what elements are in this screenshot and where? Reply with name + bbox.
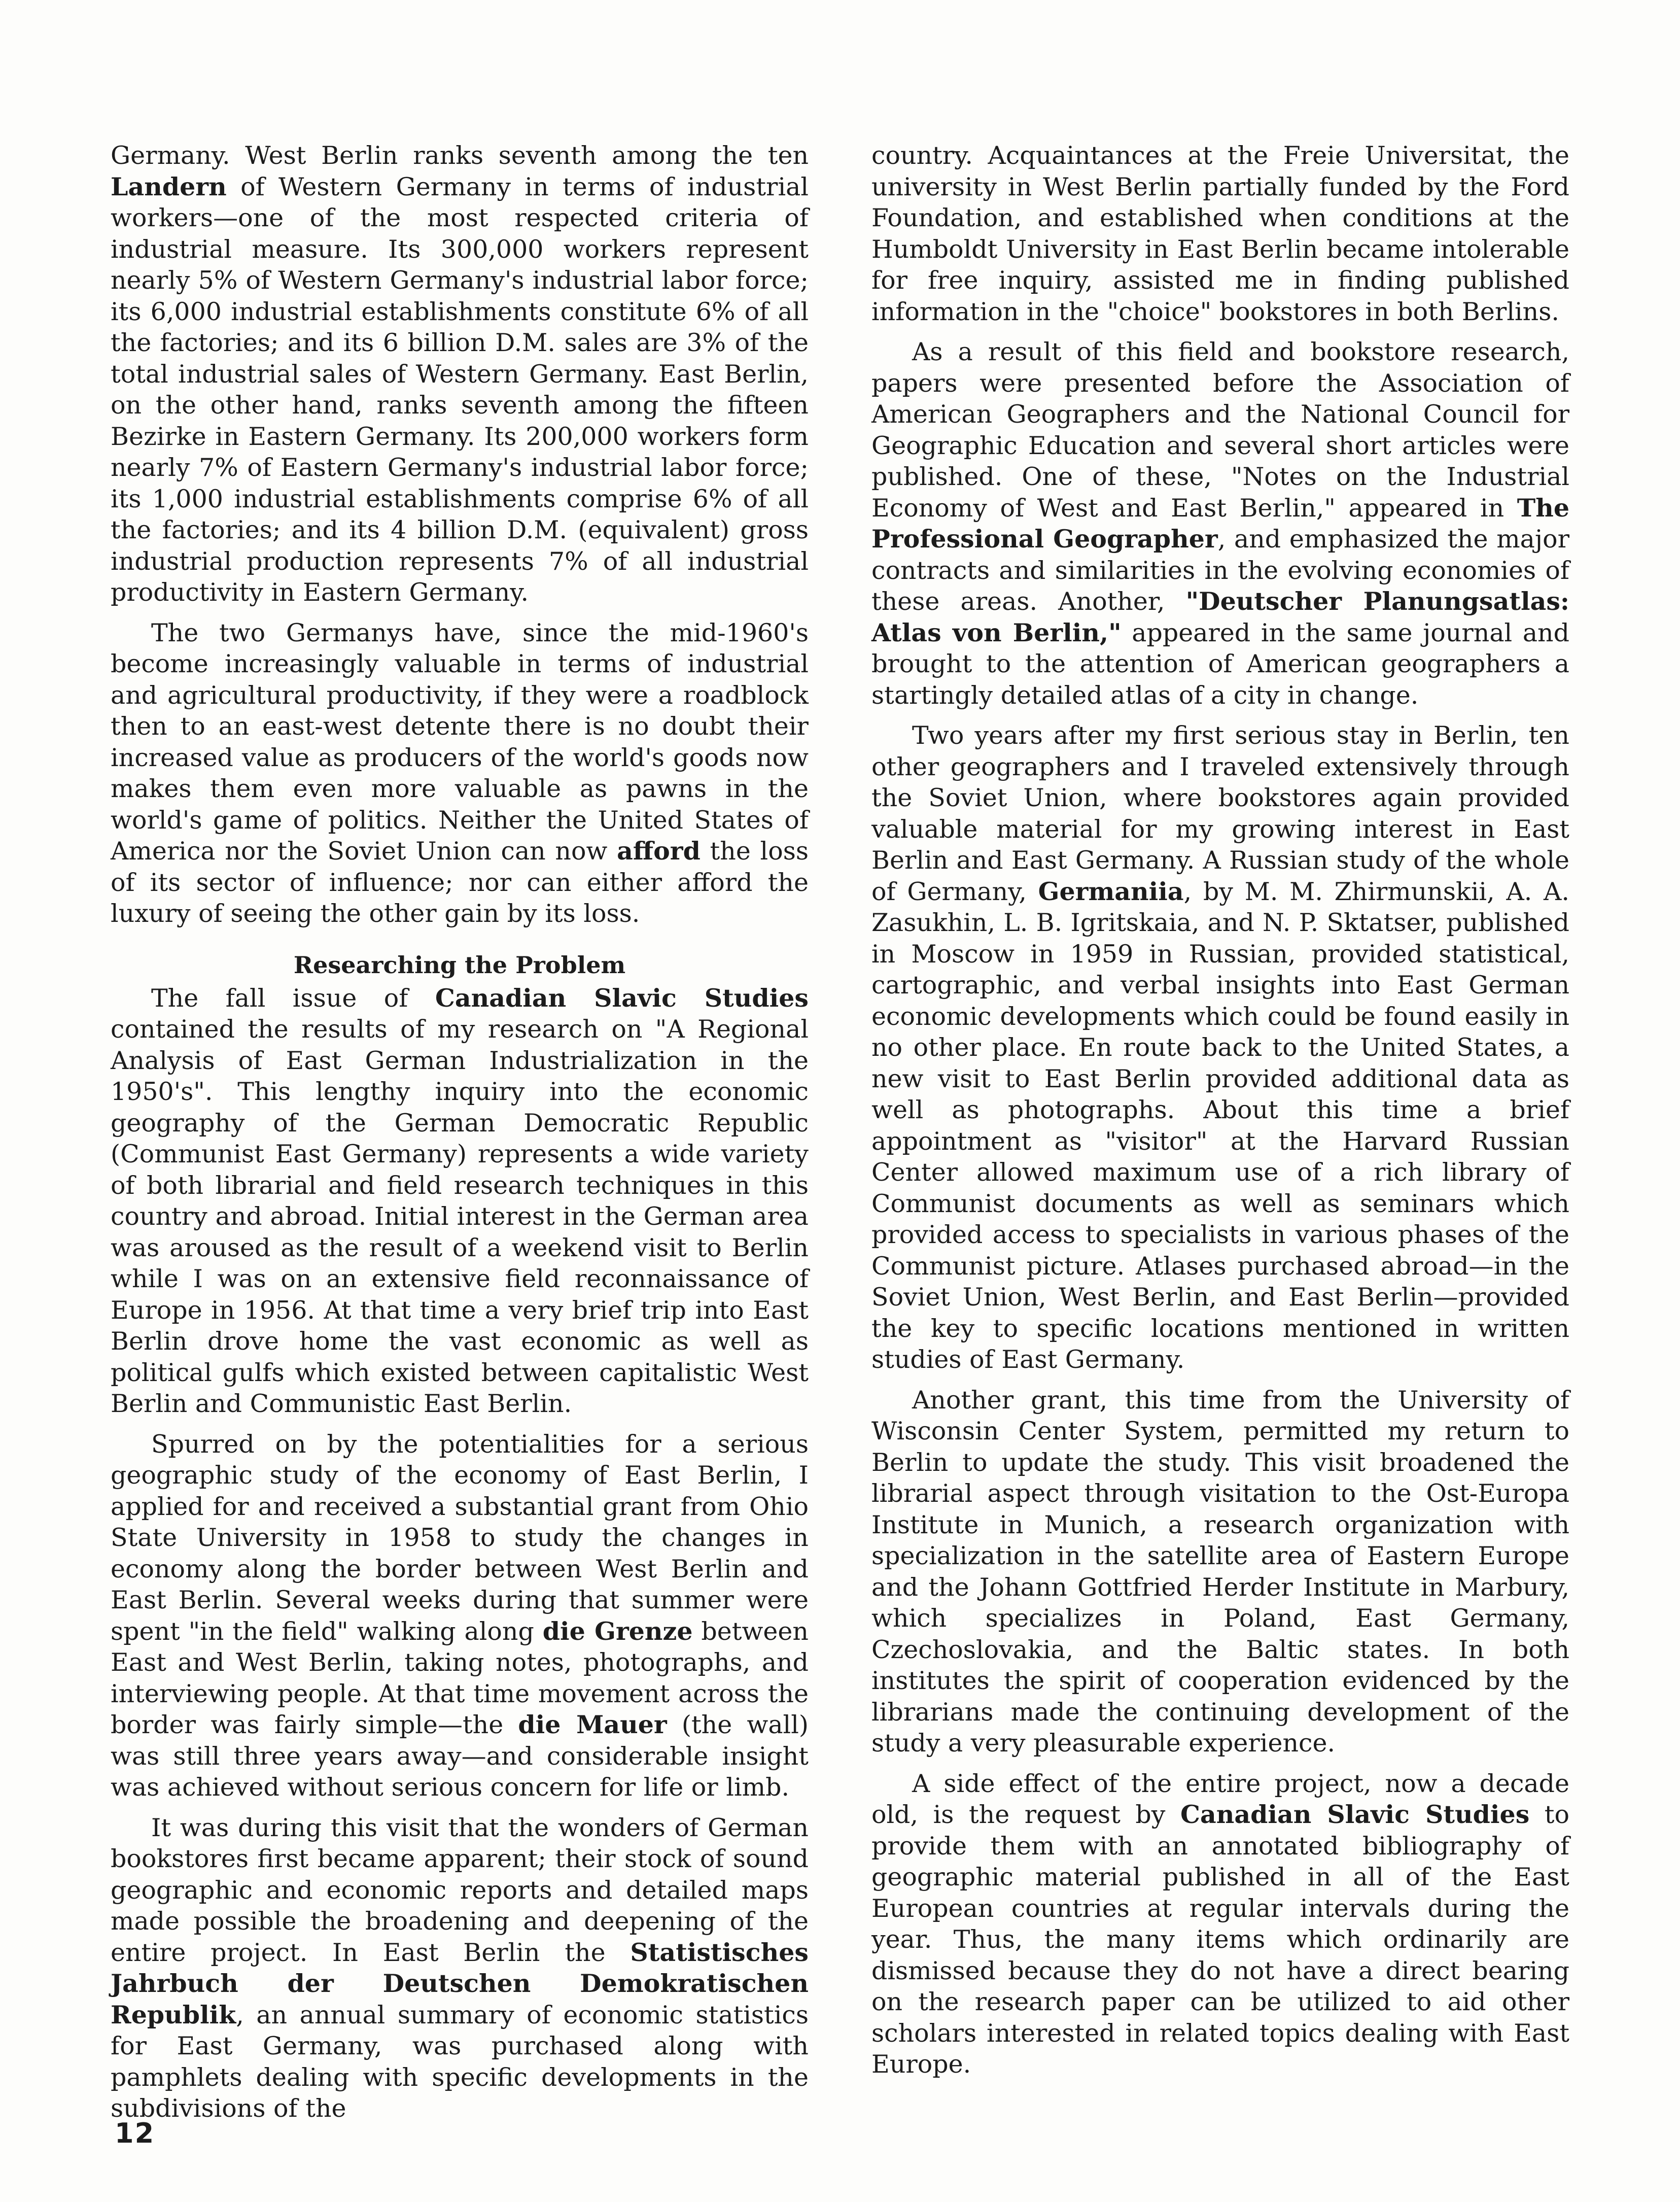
- text-run: to provide them with an annotated bibliography of geographic material published in all of the East European countries at regular intervals during the year. Thus, the many items which ordinarily are dismissed because they do not have a direct bearing on the research paper can be utilized to aid other scholars interested in related topics dealing with East Europe.: [871, 1800, 1569, 2079]
- left-column: [111, 140, 809, 2134]
- text-run: Another grant, this time from the University of Wisconsin Center System, permitted my return to Berlin to update the study. This visit broadened the librarial aspect through visitation to the Ost-Europa Institute in Munich, a research organization with specialization in the satellite area of Eastern Europe and the Johann Gottfried Herder Institute in Marbury, which specializes in Poland, East Germany, Czechoslovakia, and the Baltic states. In both institutes the spirit of cooperation evidenced by the librarians made the continuing development of the study a very pleasurable experience.: [871, 1385, 1569, 1758]
- paragraph: [871, 1385, 1569, 1759]
- text-run: appeared in the same journal and brought to the attention of American geographers a startingly detailed atlas of a city in change.: [871, 618, 1569, 710]
- text-run: between East and West Berlin, taking notes, photographs, and interviewing people. At that time movement across the border was fairly simple—the: [111, 1616, 809, 1739]
- paragraph: [111, 1429, 809, 1803]
- text-run: contained the results of my research on "A Regional Analysis of East German Industrialization in the 1950's". This lengthy inquiry into the economic geography of the German Democratic Republic (Communist East Germany) represents a wide variety of both librarial and field research techniques in this country and abroad. Initial interest in the German area was aroused as the result of a weekend visit to Berlin while I was on an extensive field reconnaissance of Europe in 1956. At that time a very brief trip into East Berlin drove home the vast economic as well as political gulfs which existed between capitalistic West Berlin and Communistic East Berlin.: [111, 1015, 809, 1418]
- text-run: the loss of its sector of influence; nor can either afford the luxury of seeing the other gain by its loss.: [111, 837, 809, 928]
- paragraph: [871, 720, 1569, 1375]
- paragraph: [111, 617, 809, 930]
- paragraph: [111, 140, 809, 608]
- bold-term: die Mauer: [518, 1710, 667, 1739]
- page-number: 12: [115, 2117, 155, 2149]
- text-run: Germany. West Berlin ranks seventh among the ten: [111, 141, 809, 170]
- text-run: , an annual summary of economic statistics for East Germany, was purchased along with pamphlets dealing with specific developments in the subdivisions of the: [111, 2000, 809, 2123]
- text-run: , and emphasized the major contracts and similarities in the evolving economies of these areas. Another,: [871, 525, 1570, 616]
- text-run: A side effect of the entire project, now a decade old, is the request by: [871, 1769, 1569, 1829]
- bold-term: afford: [617, 836, 701, 866]
- text-run: country. Acquaintances at the Freie Universitat, the university in West Berlin partially funded by the Ford Foundation, and established when conditions at the Humboldt University in East Berlin became intolerable for free inquiry, assisted me in finding published information in the "choice" bookstores in both Berlins.: [871, 141, 1569, 326]
- bold-term: die Grenze: [542, 1616, 693, 1646]
- paragraph: [111, 1812, 809, 2124]
- text-run: Spurred on by the potentialities for a serious geographic study of the economy of East Berlin, I applied for and received a substantial grant from Ohio State University in 1958 to study the changes in economy along the border between West Berlin and East Berlin. Several weeks during that summer were spent "in the field" walking along: [111, 1429, 809, 1646]
- bold-term: Statistisches Jahrbuch der Deutschen Demokratischen Republik: [111, 1937, 809, 2029]
- text-run: of Western Germany in terms of industrial workers—one of the most respected criteria of industrial measure. Its 300,000 workers represent nearly 5% of Western Germany's industrial labor force; its 6,000 industrial establishments constitute 6% of all the factories; and its 6 billion D.M. sales are 3% of the total industrial sales of Western Germany. East Berlin, on the other hand, ranks seventh among the fifteen Bezirke in Eastern Germany. Its 200,000 workers form nearly 7% of Eastern Germany's industrial labor force; its 1,000 industrial establishments comprise 6% of all the factories; and its 4 billion D.M. (equivalent) gross industrial production represents 7% of all industrial productivity in Eastern Germany.: [111, 172, 809, 607]
- paragraph: [871, 1768, 1569, 2080]
- text-run: As a result of this field and bookstore research, papers were presented before the Association of American Geographers and the National Council for Geographic Education and several short articles were published. One of these, "Notes on the Industrial Economy of West and East Berlin," appeared in: [871, 337, 1569, 523]
- text-run: The two Germanys have, since the mid-1960's become increasingly valuable in terms of industrial and agricultural productivity, if they were a roadblock then to an east-west detente there is no doubt their increased value as producers of the world's goods now makes them even more valuable as pawns in the world's game of politics. Neither the United States of America nor the Soviet Union can now: [111, 618, 809, 866]
- text-run: It was during this visit that the wonders of German bookstores first became apparent; their stock of sound geographic and economic reports and detailed maps made possible the broadening and deepening of the entire project. In East Berlin the: [111, 1813, 809, 1967]
- paragraph: [871, 140, 1569, 327]
- right-column: [871, 140, 1569, 2089]
- bold-term: Germaniia: [1038, 876, 1184, 906]
- text-run: (the wall) was still three years away—and considerable insight was achieved without serious concern for life or limb.: [111, 1710, 809, 1802]
- bold-term: The Professional Geographer: [871, 493, 1569, 554]
- bold-term: "Deutscher Planungsatlas: Atlas von Berlin,": [871, 587, 1569, 647]
- text-run: , by M. M. Zhirmunskii, A. A. Zasukhin, L. B. Igritskaia, and N. P. Sktatser, published in Moscow in 1959 in Russian, provided statistical, cartographic, and verbal insights into East German economic developments which could be found easily in no other place. En route back to the United States, a new visit to East Berlin provided additional data as well as photographs. About this time a brief appointment as "visitor" at the Harvard Russian Center allowed maximum use of a rich library of Communist documents as well as seminars which provided access to specialists in various phases of the Communist picture. Atlases purchased abroad—in the Soviet Union, West Berlin, and East Berlin—provided the key to specific locations mentioned in written studies of East Germany.: [871, 877, 1569, 1374]
- text-run: The fall issue of: [151, 983, 435, 1013]
- paragraph: [871, 336, 1569, 711]
- text-run: Two years after my first serious stay in Berlin, ten other geographers and I traveled extensively through the Soviet Union, where bookstores again provided valuable material for my growing interest in East Berlin and East Germany. A Russian study of the whole of Germany,: [871, 721, 1569, 906]
- bold-term: Canadian Slavic Studies: [1180, 1800, 1530, 1829]
- section-heading: Researching the Problem: [293, 951, 626, 979]
- bold-term: Landern: [111, 171, 227, 201]
- bold-term: Canadian Slavic Studies: [435, 983, 809, 1013]
- paragraph: [111, 983, 809, 1420]
